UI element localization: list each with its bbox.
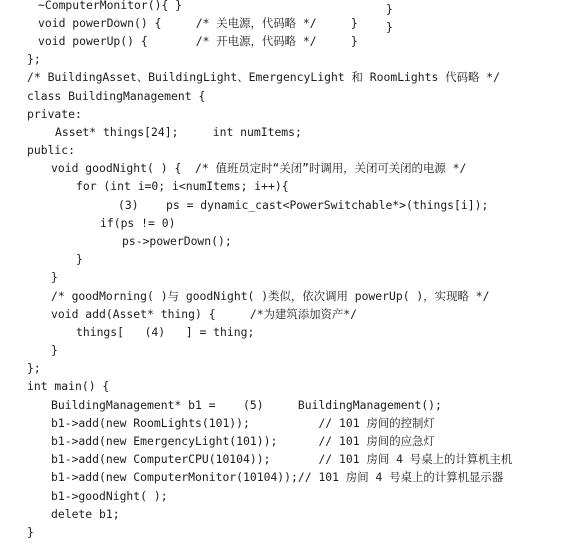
code-line: void powerUp() { /* 开电源，代码略 */ } xyxy=(38,34,358,48)
code-line: public: xyxy=(27,143,76,157)
code-line: Asset* things[24]; int numItems; xyxy=(55,125,302,139)
code-comment: /* BuildingAsset、BuildingLight、EmergencyLight 和 RoomLights 代码略 */ xyxy=(27,70,500,84)
code-comment: /* goodMorning( )与 goodNight( )类似，依次调用 powerUp( )，实现略 */ xyxy=(51,289,490,303)
code-line: b1->add(new RoomLights(101)); // 101 房间的控制灯 xyxy=(51,416,435,430)
code-line: void goodNight( ) { /* 值班员定时“关闭”时调用，关闭可关闭的电源 */ xyxy=(51,161,467,175)
code-line: private: xyxy=(27,107,82,121)
code-line: } xyxy=(51,343,58,357)
code-line: void add(Asset* thing) { /*为建筑添加资产*/ xyxy=(51,307,358,321)
code-line: int main() { xyxy=(27,379,110,393)
code-line: b1->add(new ComputerCPU(10104)); // 101 房间 4 号桌上的计算机主机 xyxy=(51,452,513,466)
code-line: delete b1; xyxy=(51,507,120,521)
code-line: ps->powerDown(); xyxy=(122,234,232,248)
code-line: if(ps != 0) xyxy=(100,216,176,230)
code-line: class BuildingManagement { xyxy=(27,89,206,103)
stray-closing-brace: } xyxy=(386,20,393,34)
code-line: } xyxy=(27,525,34,539)
code-line: }; xyxy=(27,52,41,66)
code-line: BuildingManagement* b1 = (5) BuildingManagement(); xyxy=(51,398,442,412)
code-line: b1->goodNight( ); xyxy=(51,489,168,503)
code-line: b1->add(new EmergencyLight(101)); // 101 房间的应急灯 xyxy=(51,434,435,448)
code-line: b1->add(new ComputerMonitor(10104));// 101 房间 4 号桌上的计算机显示器 xyxy=(51,470,504,484)
code-line: for (int i=0; i<numItems; i++){ xyxy=(76,179,289,193)
code-line: } xyxy=(51,270,58,284)
code-line: void powerDown() { /* 关电源，代码略 */ } xyxy=(38,16,358,30)
stray-closing-brace: } xyxy=(386,2,393,16)
code-line: (3) ps = dynamic_cast<PowerSwitchable*>(things[i]); xyxy=(118,198,489,212)
code-line: } xyxy=(76,252,83,266)
code-line: things[ (4) ] = thing; xyxy=(76,325,255,339)
code-line: ~ComputerMonitor(){ } xyxy=(38,0,183,12)
code-line: }; xyxy=(27,361,41,375)
